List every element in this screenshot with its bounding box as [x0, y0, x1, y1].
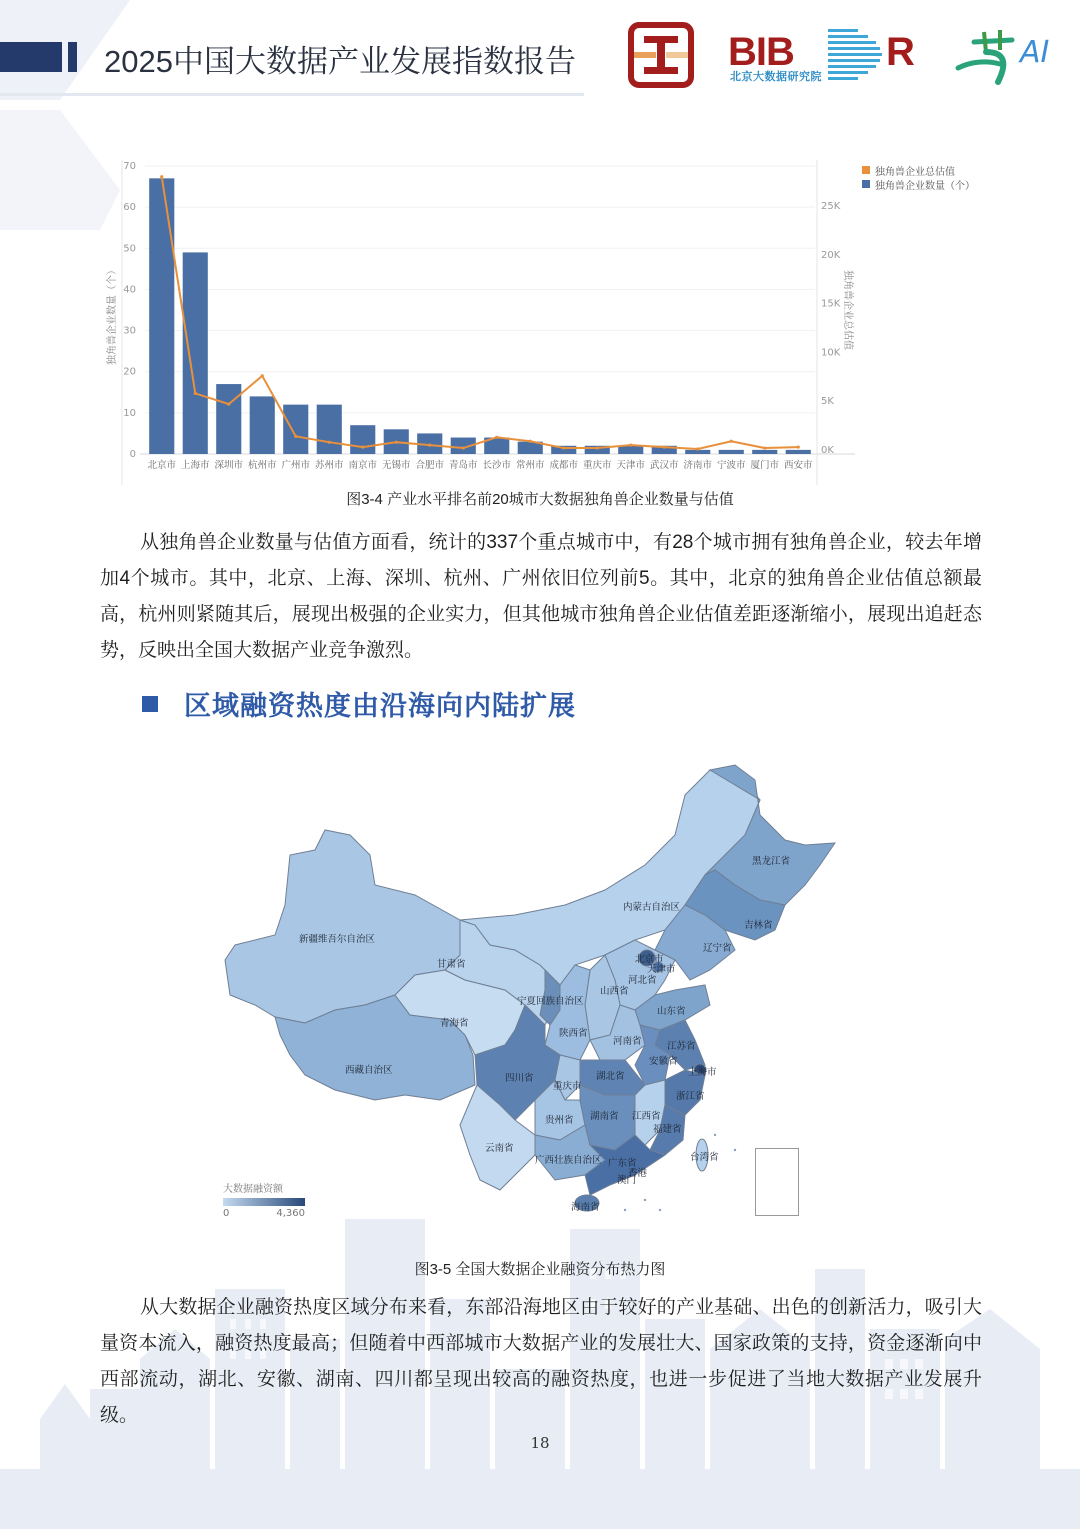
label-shaanxi: 陕西省 — [559, 1028, 588, 1039]
label-hainan: 海南省 — [571, 1202, 600, 1213]
figure-3-4-caption: 图3-4 产业水平排名前20城市大数据独角兽企业数量与估值 — [346, 491, 734, 508]
label-guizhou: 贵州省 — [545, 1115, 574, 1126]
label-anhui: 安徽省 — [649, 1056, 678, 1067]
svg-text:成都市: 成都市 — [549, 460, 579, 471]
south-china-sea-inset — [755, 1148, 799, 1216]
svg-text:济南市: 济南市 — [683, 460, 713, 471]
svg-text:青岛市: 青岛市 — [448, 460, 478, 471]
industry-org-logo — [628, 22, 694, 88]
section-bullet-square — [142, 696, 158, 712]
svg-text:广州市: 广州市 — [281, 460, 311, 471]
svg-text:合肥市: 合肥市 — [415, 460, 445, 471]
label-xizang: 西藏自治区 — [345, 1065, 393, 1076]
svg-text:西安市: 西安市 — [783, 460, 813, 471]
label-shanghai: 上海市 — [688, 1067, 717, 1078]
header-accent-bar — [68, 42, 77, 72]
svg-text:苏州市: 苏州市 — [314, 460, 344, 471]
svg-text:长沙市: 长沙市 — [482, 460, 512, 471]
svg-text:无锡市: 无锡市 — [381, 460, 411, 471]
legend-item-valuation — [862, 163, 975, 177]
svg-text:南京市: 南京市 — [348, 460, 378, 471]
map-legend-min: 0 — [223, 1208, 230, 1219]
svg-text:50: 50 — [123, 243, 136, 255]
label-hongkong: 香港 — [628, 1168, 648, 1179]
label-tianjin: 天津市 — [647, 964, 676, 975]
label-yunnan: 云南省 — [485, 1143, 514, 1154]
page-header — [0, 0, 1080, 100]
svg-text:5K: 5K — [821, 396, 834, 408]
svg-text:常州市: 常州市 — [515, 460, 545, 471]
paragraph-unicorn-analysis: 从独角兽企业数量与估值方面看，统计的337个重点城市中，有28个城市拥有独角兽企业，较去年增加4个城市。其中，北京、上海、深圳、杭州、广州依旧位列前5。其中，北京的独角兽企业估值总额最高，杭州则紧随其后，展现出极强的企业实力，但其他城市独角兽企业估值差距逐渐缩小，展现出追赶态势，反映出全国大数据产业竞争激烈。 — [100, 532, 982, 661]
svg-text:天津市: 天津市 — [616, 460, 646, 471]
label-henan: 河南省 — [613, 1036, 642, 1047]
label-xinjiang: 新疆维吾尔自治区 — [299, 934, 376, 945]
bibdr-logo-d-stripes — [828, 28, 886, 82]
section-heading — [142, 684, 576, 723]
label-hunan: 湖南省 — [590, 1111, 619, 1122]
legend-label-count: 独角兽企业数量（个） — [875, 180, 975, 192]
label-guangxi: 广西壮族自治区 — [535, 1155, 602, 1166]
page-number: 18 — [530, 1434, 550, 1452]
svg-text:厦门市: 厦门市 — [750, 460, 780, 471]
chart-legend — [862, 163, 975, 191]
unicorn-chart — [100, 155, 1000, 495]
map-color-legend — [223, 1180, 305, 1219]
label-guangdong: 广东省 — [608, 1158, 637, 1169]
svg-text:20: 20 — [123, 366, 136, 378]
legend-swatch-blue — [862, 180, 870, 188]
svg-text:20K: 20K — [821, 249, 841, 261]
su-ai-logo — [950, 22, 1060, 90]
svg-text:40: 40 — [123, 284, 136, 296]
svg-text:15K: 15K — [821, 298, 841, 310]
svg-text:25K: 25K — [821, 201, 841, 212]
label-neimenggu: 内蒙古自治区 — [623, 902, 681, 913]
legend-item-count — [862, 177, 975, 191]
bibdr-logo — [728, 28, 928, 84]
paragraph-financing-analysis: 从大数据企业融资热度区域分布来看，东部沿海地区由于较好的产业基础、出色的创新活力，吸引大量资本流入，融资热度最高；但随着中西部城市大数据产业的发展壮大、国家政策的支持，资金逐渐向中西部流动，湖北、安徽、湖南、四川都呈现出较高的融资热度，也进一步促进了当地大数据产业发展升级。 — [100, 1297, 982, 1426]
header-accent-block — [0, 42, 62, 72]
svg-text:武汉市: 武汉市 — [649, 460, 679, 471]
svg-text:深圳市: 深圳市 — [214, 460, 244, 471]
label-taiwan: 台湾省 — [690, 1152, 719, 1163]
legend-swatch-orange — [862, 166, 870, 174]
bibdr-logo-subtitle: 北京大数据研究院 — [730, 70, 822, 83]
label-chongqing: 重庆市 — [553, 1081, 582, 1092]
svg-text:10K: 10K — [821, 347, 841, 359]
bibdr-logo-r: R — [886, 30, 915, 74]
unicorn-bar-line-chart — [100, 155, 1000, 495]
svg-text:杭州市: 杭州市 — [247, 460, 277, 471]
svg-text:独角兽企业数量（个）: 独角兽企业数量（个） — [107, 265, 118, 365]
legend-label-valuation: 独角兽企业总估值 — [875, 166, 955, 178]
svg-text:10: 10 — [123, 407, 136, 419]
svg-text:30: 30 — [123, 325, 136, 337]
label-shanxi: 山西省 — [600, 986, 629, 997]
svg-text:北京市: 北京市 — [147, 460, 177, 471]
label-liaoning: 辽宁省 — [703, 943, 732, 954]
label-jiangsu: 江苏省 — [667, 1041, 696, 1052]
svg-text:独角兽企业总估值: 独角兽企业总估值 — [842, 270, 853, 350]
label-hebei: 河北省 — [628, 975, 657, 986]
label-zhejiang: 浙江省 — [676, 1091, 705, 1102]
label-macau: 澳门 — [617, 1175, 637, 1186]
svg-text:70: 70 — [123, 161, 136, 172]
figure-3-5-caption: 图3-5 全国大数据企业融资分布热力图 — [414, 1261, 666, 1278]
svg-text:宁波市: 宁波市 — [716, 460, 746, 471]
map-legend-title: 大数据融资额 — [223, 1184, 283, 1195]
bibdr-logo-bib: BIB — [728, 30, 794, 74]
label-jiangxi: 江西省 — [632, 1111, 661, 1122]
svg-text:60: 60 — [123, 202, 136, 214]
label-qinghai: 青海省 — [440, 1018, 469, 1029]
section-title: 区域融资热度由沿海向内陆扩展 — [184, 691, 576, 722]
map-legend-gradient — [223, 1198, 305, 1206]
label-sichuan: 四川省 — [505, 1073, 534, 1084]
label-beijing: 北京市 — [635, 954, 664, 965]
label-hubei: 湖北省 — [596, 1071, 625, 1082]
report-title: 2025中国大数据产业发展指数报告 — [104, 44, 576, 79]
label-fujian: 福建省 — [653, 1124, 682, 1135]
label-ningxia: 宁夏回族自治区 — [517, 996, 584, 1007]
label-shandong: 山东省 — [657, 1006, 686, 1017]
svg-text:0K: 0K — [821, 445, 834, 456]
svg-text:AI: AI — [1020, 35, 1050, 70]
svg-text:上海市: 上海市 — [180, 460, 210, 471]
label-heilongjiang: 黑龙江省 — [752, 856, 791, 867]
header-divider — [0, 93, 584, 96]
label-jilin: 吉林省 — [744, 920, 773, 931]
svg-text:重庆市: 重庆市 — [582, 460, 612, 471]
china-financing-heatmap — [215, 755, 855, 1225]
label-gansu: 甘肃省 — [437, 959, 466, 970]
map-legend-max: 4,360 — [276, 1208, 305, 1219]
svg-text:0: 0 — [129, 449, 136, 460]
